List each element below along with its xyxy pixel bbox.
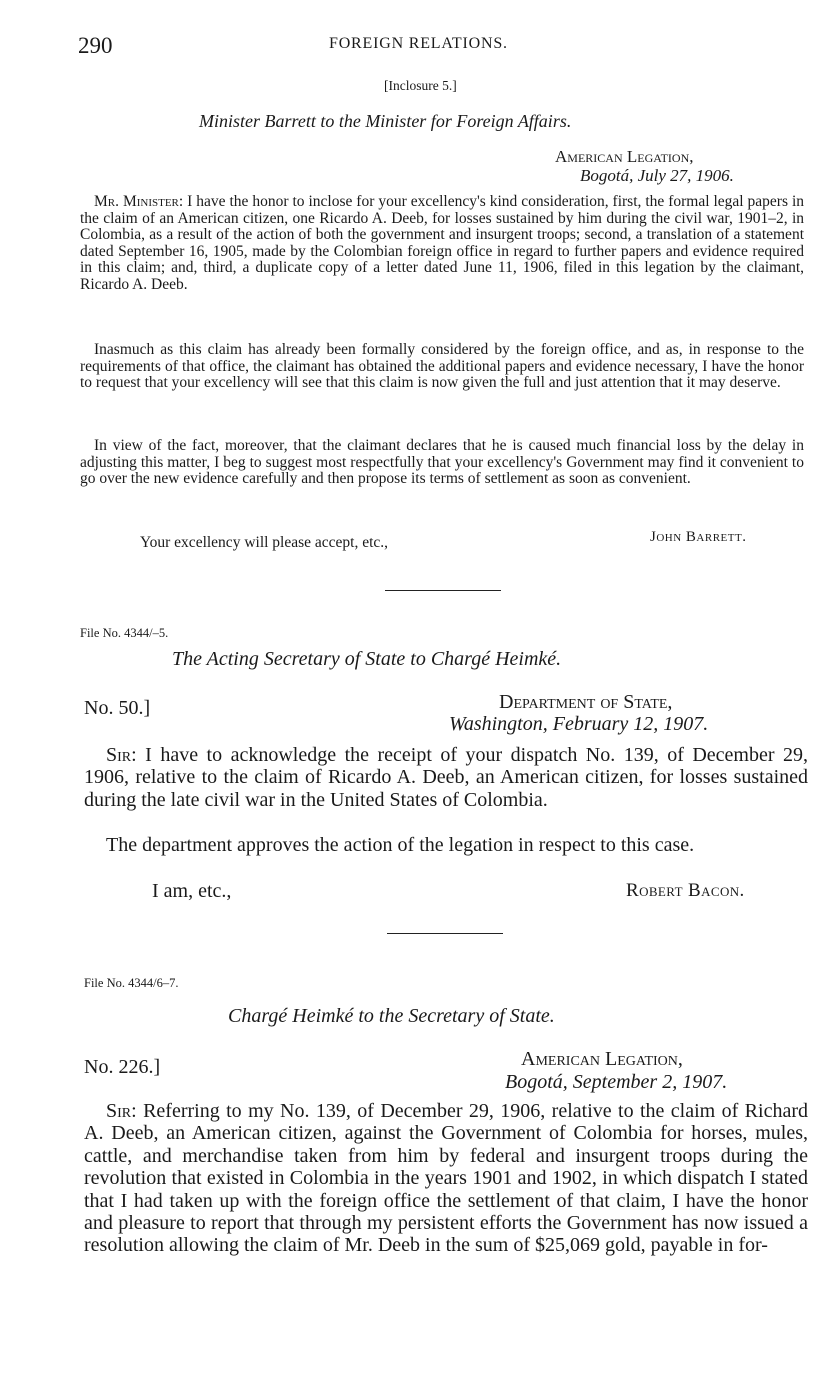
letter-paragraph-3: In view of the fact, moreover, that the claimant declares that he is caused much financial loss by the delay in adjusting this matter, I beg to suggest most respectfully that your excellency's Government may find it convenient to go over the new evidence carefully and then propose its terms of settlement as soon as convenient. (80, 437, 804, 487)
salutation: Sir: (106, 744, 137, 766)
salutation: Mr. Minister: (94, 193, 184, 210)
closing: I am, etc., (152, 880, 232, 902)
salutation: Sir: (106, 1100, 137, 1122)
dispatch-number: No. 50.] (84, 697, 151, 719)
file-number: File No. 4344/–5. (80, 626, 169, 640)
paragraph-text: I have to acknowledge the receipt of your dispatch No. 139, of December 29, 1906, relative to the claim of Ricardo A. Deeb, an American citizen, for losses sustained during the late civil war in the United States of Colombia. (84, 744, 808, 811)
letter-paragraph-2: Inasmuch as this claim has already been formally considered by the foreign office, and as, in response to the requirements of that office, the claimant has obtained the additional papers and evidence necessary, I have the honor to request that your excellency will see that this claim is now given the full and just attention that it may deserve. (80, 341, 804, 391)
page-number: 290 (78, 33, 113, 58)
letter-paragraph-1 (84, 1100, 808, 1257)
closing: Your excellency will please accept, etc., (140, 534, 389, 551)
letter-title: Minister Barrett to the Minister for Foreign Affairs. (199, 111, 572, 131)
letter-place: American Legation, (555, 147, 694, 166)
section-divider (387, 933, 503, 934)
letter-paragraph-1 (80, 194, 804, 293)
running-title: FOREIGN RELATIONS. (329, 35, 508, 52)
section-divider (385, 590, 501, 591)
letter-place: Department of State, (499, 691, 673, 713)
paragraph-text: Referring to my No. 139, of December 29, 1906, relative to the claim of Richard A. Deeb, an American citizen, against the Government of Colombia for horses, mules, cattle, and merchandise taken from him by federal and insurgent troops during the revolution that existed in Colombia in the years 1901 and 1902, in which dispatch I stated that I had taken up with the foreign office the settlement of that claim, I have the honor and pleasure to report that through my persistent efforts the Government has now issued a resolution allowing the claim of Mr. Deeb in the sum of $25,069 gold, payable in for- (84, 1100, 808, 1257)
paragraph-text: I have the honor to inclose for your excellency's kind consideration, first, the formal legal papers in the claim of an American citizen, one Ricardo A. Deeb, for losses sustained by him during the civil war, 1901–2, in Colombia, as a result of the action of both the government and insurgent troops; second, a translation of a statement dated September 16, 1905, made by the Colombian foreign office in regard to further papers and evidence required in this claim; and, third, a duplicate copy of a letter dated June 11, 1906, filed in this legation by the claimant, Ricardo A. Deeb. (80, 193, 805, 293)
dispatch-number: No. 226.] (84, 1056, 161, 1078)
letter-date: Washington, February 12, 1907. (449, 713, 709, 735)
signature: John Barrett. (650, 529, 747, 545)
letter-paragraph-2: The department approves the action of the legation in respect to this case. (106, 834, 695, 856)
letter-paragraph-1 (84, 744, 808, 811)
letter-title: The Acting Secretary of State to Chargé Heimké. (172, 648, 562, 670)
file-number: File No. 4344/6–7. (84, 976, 179, 990)
inclosure-label: [Inclosure 5.] (384, 78, 457, 93)
letter-place: American Legation, (521, 1048, 683, 1070)
letter-title: Chargé Heimké to the Secretary of State. (228, 1005, 555, 1027)
letter-date: Bogotá, September 2, 1907. (505, 1071, 728, 1093)
signature: Robert Bacon. (626, 880, 745, 901)
letter-date: Bogotá, July 27, 1906. (580, 166, 734, 185)
